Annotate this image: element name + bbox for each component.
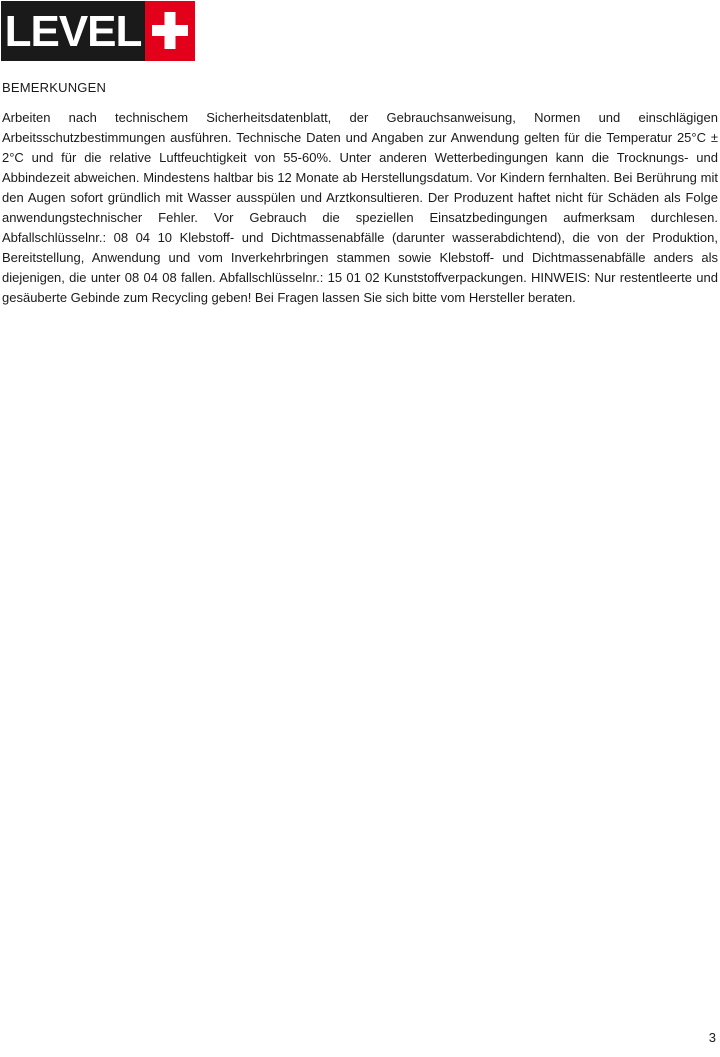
- remarks-paragraph: Arbeiten nach technischem Sicherheitsdatenblatt, der Gebrauchsanweisung, Normen und einschlägigen Arbeitsschutzbestimmungen ausführen. Technische Daten und Angaben zur Anwendung gelten für die Temperatur 25°C ± 2°C und für die relative Luftfeuchtigkeit von 55-60%. Unter anderen Wetterbedingungen kann die Trocknungs- und Abbindezeit abweichen. Mindestens haltbar bis 12 Monate ab Herstellungsdatum. Vor Kindern fernhalten. Bei Berührung mit den Augen sofort gründlich mit Wasser ausspülen und Arztkonsultieren. Der Produzent haftet nicht für Schäden als Folge anwendungstechnischer Fehler. Vor Gebrauch die speziellen Einsatzbedingungen aufmerksam durchlesen. Abfallschlüsselnr.: 08 04 10 Klebstoff- und Dichtmassenabfälle (darunter wasserabdichtend), die von der Produktion, Bereitstellung, Anwendung und vom Inverkehrbringen stammen sowie Klebstoff- und Dichtmassenabfälle anders als diejenigen, die unter 08 04 08 fallen. Abfallschlüsselnr.: 15 01 02 Kunststoffverpackungen. HINWEIS: Nur restentleerte und gesäuberte Gebinde zum Recycling geben! Bei Fragen lassen Sie sich bitte vom Hersteller beraten.: [2, 110, 718, 305]
- plus-icon: [145, 1, 195, 61]
- section-heading: BEMERKUNGEN: [2, 80, 107, 95]
- brand-logo: [1, 1, 195, 61]
- page-number: 3: [708, 1030, 716, 1045]
- plus-icon-graphic: [145, 1, 195, 61]
- logo-wordmark: LEVEL: [1, 1, 145, 61]
